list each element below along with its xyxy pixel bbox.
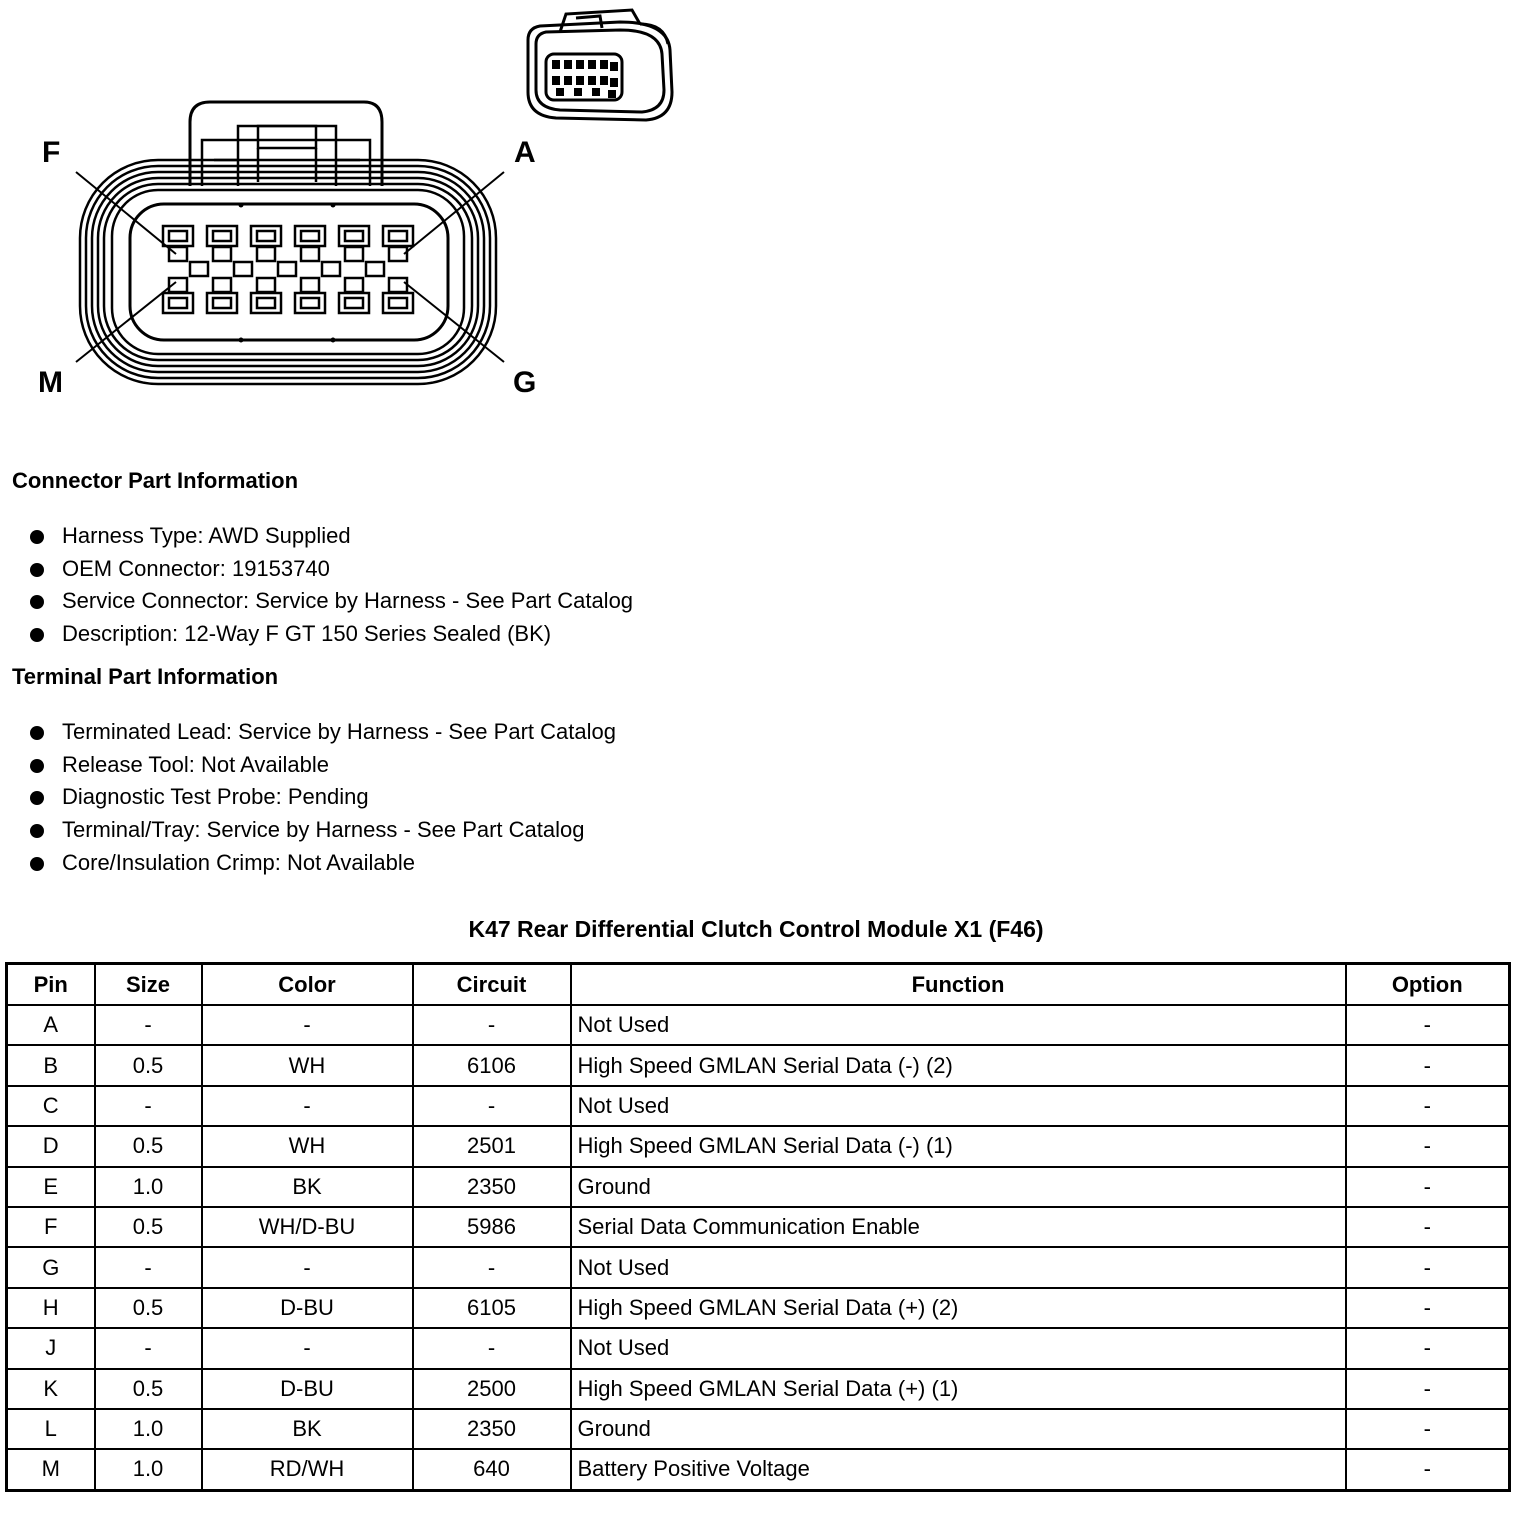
cell-color: BK [202, 1409, 413, 1449]
connector-part-info-list [28, 520, 633, 651]
cell-size: 0.5 [95, 1207, 202, 1247]
cell-function: High Speed GMLAN Serial Data (+) (1) [571, 1369, 1346, 1409]
cell-size: 1.0 [95, 1449, 202, 1490]
cell-color: - [202, 1328, 413, 1368]
cell-function: Not Used [571, 1328, 1346, 1368]
cell-circuit: - [413, 1247, 571, 1287]
cell-size: - [95, 1328, 202, 1368]
cell-size: 0.5 [95, 1369, 202, 1409]
cell-circuit: - [413, 1005, 571, 1045]
cell-function: Not Used [571, 1086, 1346, 1126]
terminal-part-info-title: Terminal Part Information [12, 664, 279, 689]
cell-pin: E [7, 1167, 95, 1207]
cell-option: - [1346, 1449, 1510, 1490]
list-item: Diagnostic Test Probe: Pending [28, 781, 616, 814]
cell-circuit: - [413, 1328, 571, 1368]
cell-color: D-BU [202, 1288, 413, 1328]
header-pin: Pin [7, 964, 95, 1006]
list-item: Core/Insulation Crimp: Not Available [28, 847, 616, 880]
cell-pin: C [7, 1086, 95, 1126]
table-row [7, 1045, 1510, 1085]
cell-color: - [202, 1086, 413, 1126]
pin-label-f: F [42, 136, 61, 169]
cell-color: - [202, 1005, 413, 1045]
table-row [7, 1288, 1510, 1328]
cell-function: Serial Data Communication Enable [571, 1207, 1346, 1247]
cell-color: RD/WH [202, 1449, 413, 1490]
cell-circuit: 2350 [413, 1167, 571, 1207]
cell-option: - [1346, 1126, 1510, 1166]
pin-label-m: M [38, 366, 63, 399]
header-circuit: Circuit [413, 964, 571, 1006]
cell-function: Ground [571, 1167, 1346, 1207]
cell-option: - [1346, 1005, 1510, 1045]
cell-option: - [1346, 1045, 1510, 1085]
cell-pin: K [7, 1369, 95, 1409]
cell-option: - [1346, 1247, 1510, 1287]
list-item: Terminal/Tray: Service by Harness - See Part Catalog [28, 814, 616, 847]
cell-option: - [1346, 1409, 1510, 1449]
cell-function: High Speed GMLAN Serial Data (-) (2) [571, 1045, 1346, 1085]
cell-function: High Speed GMLAN Serial Data (+) (2) [571, 1288, 1346, 1328]
cell-pin: M [7, 1449, 95, 1490]
cell-size: - [95, 1247, 202, 1287]
list-item: Terminated Lead: Service by Harness - See Part Catalog [28, 716, 616, 749]
cell-pin: H [7, 1288, 95, 1328]
list-item: OEM Connector: 19153740 [28, 553, 633, 586]
connector-drawing [0, 0, 1520, 440]
cell-circuit: - [413, 1086, 571, 1126]
cell-color: BK [202, 1167, 413, 1207]
cell-circuit: 2500 [413, 1369, 571, 1409]
connector-part-info-title: Connector Part Information [12, 468, 299, 493]
cell-option: - [1346, 1167, 1510, 1207]
cell-color: WH/D-BU [202, 1207, 413, 1247]
cell-size: - [95, 1005, 202, 1045]
cell-option: - [1346, 1288, 1510, 1328]
cell-pin: L [7, 1409, 95, 1449]
cell-function: High Speed GMLAN Serial Data (-) (1) [571, 1126, 1346, 1166]
cell-size: 0.5 [95, 1288, 202, 1328]
cell-pin: J [7, 1328, 95, 1368]
cell-function: Not Used [571, 1005, 1346, 1045]
table-row [7, 1005, 1510, 1045]
cell-pin: D [7, 1126, 95, 1166]
table-row [7, 1409, 1510, 1449]
table-row [7, 1126, 1510, 1166]
cell-pin: A [7, 1005, 95, 1045]
cell-circuit: 6105 [413, 1288, 571, 1328]
cell-option: - [1346, 1369, 1510, 1409]
cell-size: 0.5 [95, 1045, 202, 1085]
cell-function: Battery Positive Voltage [571, 1449, 1346, 1490]
cell-size: - [95, 1086, 202, 1126]
cell-function: Ground [571, 1409, 1346, 1449]
cell-circuit: 640 [413, 1449, 571, 1490]
table-row [7, 1449, 1510, 1490]
list-item: Release Tool: Not Available [28, 749, 616, 782]
cell-pin: G [7, 1247, 95, 1287]
pin-label-a: A [514, 136, 536, 169]
header-size: Size [95, 964, 202, 1006]
cell-option: - [1346, 1207, 1510, 1247]
cell-color: WH [202, 1126, 413, 1166]
list-item: Harness Type: AWD Supplied [28, 520, 633, 553]
cell-color: D-BU [202, 1369, 413, 1409]
pin-label-g: G [513, 366, 537, 399]
pinout-table [5, 962, 1511, 1492]
table-row [7, 1086, 1510, 1126]
cell-size: 1.0 [95, 1409, 202, 1449]
header-color: Color [202, 964, 413, 1006]
cell-function: Not Used [571, 1247, 1346, 1287]
cell-option: - [1346, 1086, 1510, 1126]
table-row [7, 1167, 1510, 1207]
table-header-row [7, 964, 1510, 1006]
table-row [7, 1207, 1510, 1247]
cell-color: WH [202, 1045, 413, 1085]
cell-size: 0.5 [95, 1126, 202, 1166]
terminal-part-info-list [28, 716, 616, 879]
cell-circuit: 5986 [413, 1207, 571, 1247]
cell-circuit: 6106 [413, 1045, 571, 1085]
table-row [7, 1247, 1510, 1287]
table-row [7, 1328, 1510, 1368]
cell-pin: B [7, 1045, 95, 1085]
cell-circuit: 2350 [413, 1409, 571, 1449]
cell-color: - [202, 1247, 413, 1287]
cell-circuit: 2501 [413, 1126, 571, 1166]
header-function: Function [571, 964, 1346, 1006]
cell-option: - [1346, 1328, 1510, 1368]
list-item: Service Connector: Service by Harness - See Part Catalog [28, 585, 633, 618]
table-row [7, 1369, 1510, 1409]
header-option: Option [1346, 964, 1510, 1006]
cell-size: 1.0 [95, 1167, 202, 1207]
table-title: K47 Rear Differential Clutch Control Module X1 (F46) [468, 916, 1044, 942]
list-item: Description: 12-Way F GT 150 Series Sealed (BK) [28, 618, 633, 651]
cell-pin: F [7, 1207, 95, 1247]
